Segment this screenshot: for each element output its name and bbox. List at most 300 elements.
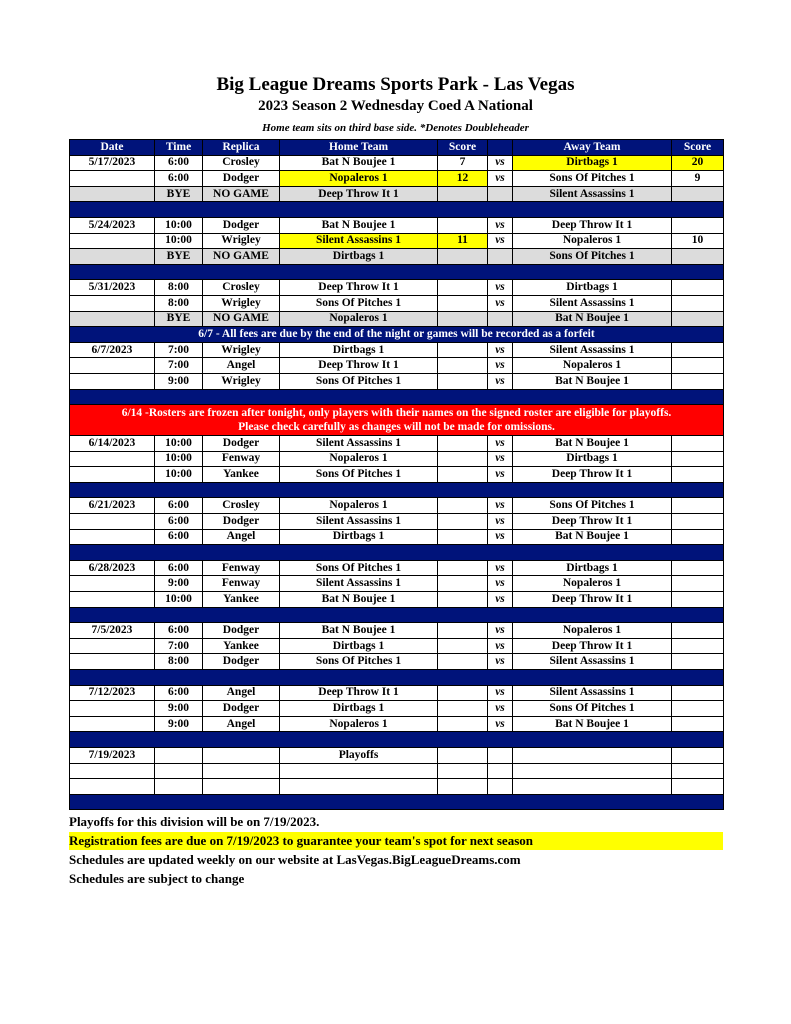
time-cell: 9:00 [155, 576, 203, 592]
footer-website-note: Schedules are updated weekly on our website at LasVegas.BigLeagueDreams.com [69, 852, 521, 867]
home-team-cell [280, 779, 438, 795]
replica-cell: Angel [203, 685, 280, 701]
away-score-cell [672, 592, 724, 608]
footer-registration-note: Registration fees are due on 7/19/2023 to guarantee your team's spot for next season [69, 832, 723, 850]
away-team-cell: Silent Assassins 1 [513, 186, 672, 202]
home-team-cell: Sons Of Pitches 1 [280, 654, 438, 670]
away-team-cell: Dirtbags 1 [513, 451, 672, 467]
vs-cell [488, 779, 513, 795]
time-cell: BYE [155, 186, 203, 202]
away-team-cell: Deep Throw It 1 [513, 467, 672, 483]
home-score-cell [438, 638, 488, 654]
away-team-cell: Dirtbags 1 [513, 560, 672, 576]
replica-cell: NO GAME [203, 249, 280, 265]
vs-cell: vs [488, 716, 513, 732]
away-team-cell: Bat N Boujee 1 [513, 716, 672, 732]
time-cell [155, 747, 203, 763]
home-team-cell: Dirtbags 1 [280, 342, 438, 358]
separator-cell [70, 264, 724, 280]
vs-cell: vs [488, 685, 513, 701]
separator-row [70, 794, 724, 810]
game-row [70, 358, 724, 374]
notice-text: 6/7 - All fees are due by the end of the night or games will be recorded as a forfeit [70, 327, 724, 343]
footer-playoffs-note: Playoffs for this division will be on 7/19/2023. [69, 814, 320, 829]
time-cell: 7:00 [155, 342, 203, 358]
time-cell: 10:00 [155, 217, 203, 233]
away-team-cell: Sons Of Pitches 1 [513, 249, 672, 265]
home-score-cell [438, 576, 488, 592]
time-cell: 8:00 [155, 295, 203, 311]
replica-cell: Dodger [203, 701, 280, 717]
home-team-cell: Deep Throw It 1 [280, 280, 438, 296]
vs-cell: vs [488, 592, 513, 608]
vs-cell [488, 249, 513, 265]
time-cell: 10:00 [155, 451, 203, 467]
date-cell [70, 763, 155, 779]
game-row [70, 576, 724, 592]
away-score-cell [672, 654, 724, 670]
away-team-cell: Bat N Boujee 1 [513, 529, 672, 545]
schedule-table [69, 139, 724, 810]
home-team-cell: Deep Throw It 1 [280, 186, 438, 202]
game-row [70, 280, 724, 296]
alert-line-2: Please check carefully as changes will not be made for omissions. [238, 421, 555, 434]
home-score-cell [438, 436, 488, 452]
away-score-cell [672, 280, 724, 296]
game-row [70, 233, 724, 249]
page-note: Home team sits on third base side. *Denotes Doubleheader [262, 122, 529, 134]
vs-cell: vs [488, 155, 513, 171]
separator-cell [70, 202, 724, 218]
game-row [70, 654, 724, 670]
home-score-cell: 11 [438, 233, 488, 249]
col-header-time: Time [155, 140, 203, 156]
home-score-cell [438, 592, 488, 608]
time-cell: BYE [155, 249, 203, 265]
home-score-cell [438, 498, 488, 514]
away-team-cell: Sons Of Pitches 1 [513, 701, 672, 717]
date-cell [70, 514, 155, 530]
replica-cell: Crosley [203, 280, 280, 296]
page-subtitle: 2023 Season 2 Wednesday Coed A National [258, 98, 533, 114]
home-team-cell: Silent Assassins 1 [280, 576, 438, 592]
separator-row [70, 389, 724, 405]
away-score-cell [672, 576, 724, 592]
vs-cell: vs [488, 436, 513, 452]
vs-cell: vs [488, 701, 513, 717]
away-score-cell [672, 249, 724, 265]
date-cell: 7/19/2023 [70, 747, 155, 763]
game-row [70, 451, 724, 467]
time-cell: 6:00 [155, 514, 203, 530]
date-cell: 6/7/2023 [70, 342, 155, 358]
date-cell [70, 186, 155, 202]
vs-cell: vs [488, 451, 513, 467]
home-team-cell: Silent Assassins 1 [280, 436, 438, 452]
replica-cell: Crosley [203, 498, 280, 514]
away-score-cell: 9 [672, 171, 724, 187]
away-team-cell [513, 779, 672, 795]
home-score-cell [438, 280, 488, 296]
date-cell: 5/17/2023 [70, 155, 155, 171]
away-score-cell [672, 358, 724, 374]
replica-cell: Dodger [203, 171, 280, 187]
home-score-cell [438, 358, 488, 374]
home-score-cell: 12 [438, 171, 488, 187]
time-cell: 6:00 [155, 623, 203, 639]
away-score-cell [672, 623, 724, 639]
replica-cell: Crosley [203, 155, 280, 171]
date-cell: 6/14/2023 [70, 436, 155, 452]
away-team-cell [513, 763, 672, 779]
date-cell: 6/21/2023 [70, 498, 155, 514]
game-row [70, 638, 724, 654]
home-team-cell: Nopaleros 1 [280, 311, 438, 327]
home-score-cell [438, 295, 488, 311]
away-score-cell: 10 [672, 233, 724, 249]
home-team-cell: Deep Throw It 1 [280, 358, 438, 374]
away-team-cell: Bat N Boujee 1 [513, 311, 672, 327]
date-cell: 7/12/2023 [70, 685, 155, 701]
away-team-cell [513, 747, 672, 763]
vs-cell: vs [488, 295, 513, 311]
separator-row [70, 545, 724, 561]
vs-cell: vs [488, 217, 513, 233]
away-team-cell: Deep Throw It 1 [513, 217, 672, 233]
time-cell: 10:00 [155, 592, 203, 608]
away-team-cell: Deep Throw It 1 [513, 514, 672, 530]
time-cell: 6:00 [155, 529, 203, 545]
home-team-cell [280, 763, 438, 779]
home-score-cell [438, 716, 488, 732]
date-cell [70, 638, 155, 654]
away-score-cell [672, 716, 724, 732]
away-score-cell [672, 685, 724, 701]
replica-cell: NO GAME [203, 186, 280, 202]
game-row [70, 701, 724, 717]
home-score-cell [438, 217, 488, 233]
date-cell: 5/31/2023 [70, 280, 155, 296]
away-score-cell: 20 [672, 155, 724, 171]
home-team-cell: Bat N Boujee 1 [280, 217, 438, 233]
col-header-vs [488, 140, 513, 156]
time-cell: 6:00 [155, 685, 203, 701]
col-header-home-score: Score [438, 140, 488, 156]
vs-cell: vs [488, 498, 513, 514]
away-team-cell: Sons Of Pitches 1 [513, 171, 672, 187]
time-cell: 6:00 [155, 498, 203, 514]
bye-row [70, 249, 724, 265]
vs-cell: vs [488, 467, 513, 483]
separator-cell [70, 545, 724, 561]
away-team-cell: Deep Throw It 1 [513, 638, 672, 654]
date-cell [70, 779, 155, 795]
game-row [70, 623, 724, 639]
away-team-cell: Nopaleros 1 [513, 623, 672, 639]
bye-row [70, 311, 724, 327]
game-row [70, 529, 724, 545]
date-cell [70, 592, 155, 608]
col-header-home-team: Home Team [280, 140, 438, 156]
time-cell [155, 763, 203, 779]
home-score-cell [438, 467, 488, 483]
date-cell: 6/28/2023 [70, 560, 155, 576]
date-cell [70, 358, 155, 374]
game-row [70, 342, 724, 358]
page-title: Big League Dreams Sports Park - Las Vegas [216, 74, 575, 95]
away-team-cell: Nopaleros 1 [513, 233, 672, 249]
home-score-cell [438, 342, 488, 358]
home-team-cell: Playoffs [280, 747, 438, 763]
vs-cell [488, 186, 513, 202]
separator-row [70, 202, 724, 218]
home-score-cell [438, 529, 488, 545]
away-score-cell [672, 701, 724, 717]
time-cell: 7:00 [155, 358, 203, 374]
time-cell [155, 779, 203, 795]
away-score-cell [672, 779, 724, 795]
col-header-replica: Replica [203, 140, 280, 156]
replica-cell: Dodger [203, 514, 280, 530]
home-team-cell: Sons Of Pitches 1 [280, 467, 438, 483]
separator-cell [70, 670, 724, 686]
away-score-cell [672, 747, 724, 763]
home-team-cell: Bat N Boujee 1 [280, 155, 438, 171]
away-score-cell [672, 436, 724, 452]
home-score-cell [438, 373, 488, 389]
away-team-cell: Deep Throw It 1 [513, 592, 672, 608]
time-cell: 6:00 [155, 155, 203, 171]
time-cell: 6:00 [155, 171, 203, 187]
time-cell: 9:00 [155, 373, 203, 389]
replica-cell: NO GAME [203, 311, 280, 327]
home-team-cell: Dirtbags 1 [280, 249, 438, 265]
game-row [70, 716, 724, 732]
home-team-cell: Sons Of Pitches 1 [280, 560, 438, 576]
home-team-cell: Silent Assassins 1 [280, 514, 438, 530]
time-cell: 10:00 [155, 436, 203, 452]
vs-cell [488, 311, 513, 327]
game-row [70, 560, 724, 576]
home-team-cell: Bat N Boujee 1 [280, 592, 438, 608]
replica-cell: Angel [203, 716, 280, 732]
away-team-cell: Silent Assassins 1 [513, 685, 672, 701]
replica-cell: Fenway [203, 576, 280, 592]
away-score-cell [672, 467, 724, 483]
game-row [70, 171, 724, 187]
date-cell: 7/5/2023 [70, 623, 155, 639]
vs-cell: vs [488, 171, 513, 187]
vs-cell: vs [488, 280, 513, 296]
vs-cell: vs [488, 654, 513, 670]
replica-cell: Fenway [203, 560, 280, 576]
replica-cell: Yankee [203, 638, 280, 654]
home-score-cell [438, 249, 488, 265]
away-score-cell [672, 638, 724, 654]
time-cell: 9:00 [155, 716, 203, 732]
home-score-cell [438, 779, 488, 795]
date-cell [70, 295, 155, 311]
replica-cell: Dodger [203, 217, 280, 233]
home-score-cell [438, 685, 488, 701]
time-cell: 6:00 [155, 560, 203, 576]
game-row [70, 295, 724, 311]
home-team-cell: Sons Of Pitches 1 [280, 373, 438, 389]
schedule-body [70, 155, 724, 810]
alert-row [70, 405, 724, 436]
separator-row [70, 607, 724, 623]
away-team-cell: Bat N Boujee 1 [513, 373, 672, 389]
home-score-cell [438, 186, 488, 202]
game-row [70, 592, 724, 608]
time-cell: 8:00 [155, 280, 203, 296]
alert-cell [70, 405, 724, 436]
separator-cell [70, 732, 724, 748]
home-team-cell: Sons Of Pitches 1 [280, 295, 438, 311]
replica-cell: Wrigley [203, 295, 280, 311]
home-score-cell [438, 311, 488, 327]
vs-cell [488, 747, 513, 763]
away-score-cell [672, 373, 724, 389]
date-cell [70, 467, 155, 483]
home-team-cell: Silent Assassins 1 [280, 233, 438, 249]
away-score-cell [672, 498, 724, 514]
separator-cell [70, 794, 724, 810]
replica-cell: Dodger [203, 436, 280, 452]
date-cell [70, 654, 155, 670]
home-score-cell [438, 623, 488, 639]
game-row [70, 436, 724, 452]
game-row [70, 373, 724, 389]
date-cell [70, 716, 155, 732]
away-team-cell: Silent Assassins 1 [513, 654, 672, 670]
home-score-cell [438, 514, 488, 530]
home-team-cell: Bat N Boujee 1 [280, 623, 438, 639]
away-team-cell: Silent Assassins 1 [513, 295, 672, 311]
away-score-cell [672, 311, 724, 327]
replica-cell: Dodger [203, 623, 280, 639]
home-team-cell: Deep Throw It 1 [280, 685, 438, 701]
away-team-cell: Silent Assassins 1 [513, 342, 672, 358]
home-score-cell [438, 763, 488, 779]
away-team-cell: Dirtbags 1 [513, 155, 672, 171]
home-team-cell: Nopaleros 1 [280, 171, 438, 187]
date-cell [70, 171, 155, 187]
table-header-row [70, 140, 724, 156]
replica-cell: Wrigley [203, 342, 280, 358]
game-row [70, 498, 724, 514]
notice-row [70, 327, 724, 343]
replica-cell: Wrigley [203, 233, 280, 249]
away-score-cell [672, 763, 724, 779]
vs-cell: vs [488, 638, 513, 654]
bye-row [70, 186, 724, 202]
away-score-cell [672, 529, 724, 545]
separator-cell [70, 607, 724, 623]
home-score-cell [438, 747, 488, 763]
vs-cell: vs [488, 514, 513, 530]
home-team-cell: Nopaleros 1 [280, 716, 438, 732]
date-cell [70, 249, 155, 265]
replica-cell [203, 779, 280, 795]
date-cell: 5/24/2023 [70, 217, 155, 233]
away-team-cell: Dirtbags 1 [513, 280, 672, 296]
game-row [70, 217, 724, 233]
away-score-cell [672, 295, 724, 311]
time-cell: 10:00 [155, 467, 203, 483]
separator-row [70, 732, 724, 748]
home-score-cell [438, 451, 488, 467]
home-team-cell: Dirtbags 1 [280, 701, 438, 717]
date-cell [70, 529, 155, 545]
game-row [70, 763, 724, 779]
home-score-cell: 7 [438, 155, 488, 171]
vs-cell: vs [488, 529, 513, 545]
footer-change-note: Schedules are subject to change [69, 871, 245, 886]
alert-line-1: 6/14 -Rosters are frozen after tonight, only players with their names on the signed roster are eligible for playoffs. [121, 407, 672, 420]
date-cell [70, 451, 155, 467]
date-cell [70, 233, 155, 249]
away-score-cell [672, 217, 724, 233]
date-cell [70, 701, 155, 717]
replica-cell: Angel [203, 529, 280, 545]
date-cell [70, 576, 155, 592]
vs-cell: vs [488, 342, 513, 358]
time-cell: BYE [155, 311, 203, 327]
home-score-cell [438, 560, 488, 576]
separator-row [70, 482, 724, 498]
replica-cell: Dodger [203, 654, 280, 670]
time-cell: 10:00 [155, 233, 203, 249]
time-cell: 9:00 [155, 701, 203, 717]
replica-cell: Fenway [203, 451, 280, 467]
vs-cell: vs [488, 358, 513, 374]
away-team-cell: Nopaleros 1 [513, 576, 672, 592]
home-team-cell: Dirtbags 1 [280, 638, 438, 654]
vs-cell: vs [488, 576, 513, 592]
separator-row [70, 670, 724, 686]
separator-cell [70, 389, 724, 405]
replica-cell: Yankee [203, 592, 280, 608]
col-header-away-team: Away Team [513, 140, 672, 156]
replica-cell [203, 763, 280, 779]
away-score-cell [672, 342, 724, 358]
away-score-cell [672, 560, 724, 576]
time-cell: 7:00 [155, 638, 203, 654]
away-team-cell: Nopaleros 1 [513, 358, 672, 374]
replica-cell [203, 747, 280, 763]
home-team-cell: Nopaleros 1 [280, 498, 438, 514]
vs-cell: vs [488, 233, 513, 249]
vs-cell [488, 763, 513, 779]
vs-cell: vs [488, 560, 513, 576]
home-team-cell: Nopaleros 1 [280, 451, 438, 467]
away-score-cell [672, 451, 724, 467]
replica-cell: Angel [203, 358, 280, 374]
separator-cell [70, 482, 724, 498]
date-cell [70, 373, 155, 389]
col-header-away-score: Score [672, 140, 724, 156]
home-score-cell [438, 654, 488, 670]
game-row [70, 779, 724, 795]
col-header-date: Date [70, 140, 155, 156]
away-score-cell [672, 514, 724, 530]
vs-cell: vs [488, 373, 513, 389]
replica-cell: Wrigley [203, 373, 280, 389]
away-team-cell: Bat N Boujee 1 [513, 436, 672, 452]
separator-row [70, 264, 724, 280]
away-score-cell [672, 186, 724, 202]
